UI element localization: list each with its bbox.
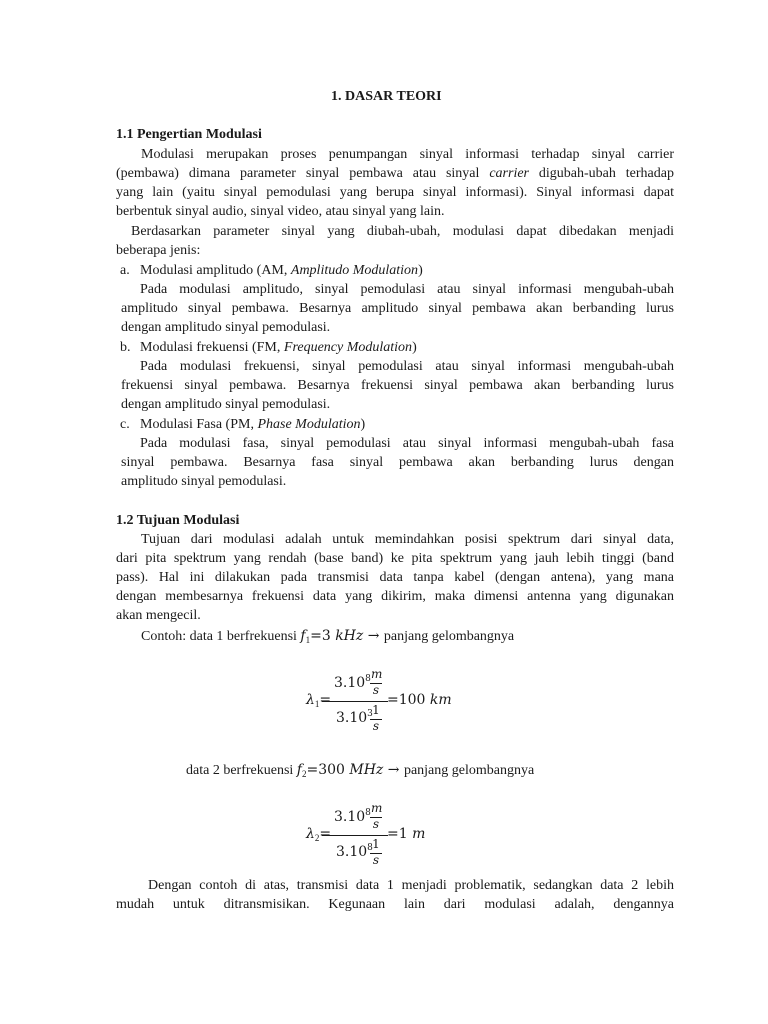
fraction-bar — [322, 835, 388, 836]
subsection-title-1-2: 1.2 Tujuan Modulasi — [116, 513, 240, 528]
paragraph-line: Pada modulasi fasa, sinyal pemodulasi atau sinyal informasi mengubah-ubah fasa — [140, 436, 674, 451]
example-2-line: data 2 berfrekuensi $f_2=300$ MHz → panjang gelombangnya — [186, 762, 535, 779]
section-heading: 1. DASAR TEORI — [331, 89, 442, 104]
paragraph-line: Pada modulasi frekuensi, sinyal pemodulasi atau sinyal informasi mengubah-ubah — [140, 359, 674, 374]
carrier-term: carrier — [489, 166, 529, 181]
paragraph-line: amplitudo sinyal pemodulasi. — [121, 474, 287, 489]
paragraph-line: Pada modulasi amplitudo, sinyal pemodulasi atau sinyal informasi mengubah-ubah — [140, 282, 674, 297]
paragraph-line: Berdasarkan parameter sinyal yang diubah-ubah, modulasi dapat dibedakan menjadi — [131, 224, 674, 239]
paragraph-line: dengan amplitudo sinyal pemodulasi. — [121, 397, 331, 412]
paragraph-line: Modulasi merupakan proses penumpangan sinyal informasi terhadap sinyal carrier — [141, 147, 674, 162]
paragraph-line: amplitudo sinyal pembawa. Besarnya amplitudo sinyal pembawa akan berbanding lurus — [121, 301, 674, 316]
list-item-title-pm: Modulasi Fasa (PM, Phase Modulation) — [140, 417, 366, 432]
paragraph-line: dengan amplitudo sinyal pemodulasi. — [121, 320, 331, 335]
document-page: 1. DASAR TEORI 1.1 Pengertian Modulasi Modulasi merupakan proses penumpangan sinyal informasi terhadap sinyal carrier (pembawa) dimana parameter sinyal pembawa atau sinyal carrier digubah-ubah terhadap yang lain (yaitu sinyal pemodulasi yang berupa sinyal informasi). Sinyal informasi dapat berbentuk sinyal audio, sinyal video, atau sinyal yang lain. Berdasarkan parameter sinyal yang diubah-ubah, modulasi dapat dibedakan menjadi beberapa jenis: a. Modulasi amplitudo (AM, Amplitudo Modulation) Pada modulasi amplitudo, sinyal pemodulasi atau sinyal informasi mengubah-ubah amplitudo sinyal pembawa. Besarnya amplitudo sinyal pembawa akan berbanding lurus dengan amplitudo sinyal pemodulasi. b. Modulasi frekuensi (FM, Frequency Modulation) Pada modulasi frekuensi, sinyal pemodulasi atau sinyal informasi mengubah-ubah frekuensi sinyal pembawa. Besarnya frekuensi sinyal pembawa akan berbanding lurus dengan amplitudo sinyal pemodulasi. c. Modulasi Fasa (PM, Phase Modulation) Pada modulasi fasa, sinyal pemodulasi atau sinyal informasi mengubah-ubah fasa sinyal pembawa. Besarnya fasa sinyal pembawa akan berbanding lurus dengan amplitudo sinyal pemodulasi. 1.2 Tujuan Modulasi Tujuan dari modulasi adalah untuk memindahkan posisi spektrum dari sinyal data, dari pita spektrum yang rendah (base band) ke pita spektrum yang jauh lebih tinggi (band pass). Hal ini dilakukan pada transmisi data tanpa kabel (dengan antena), yang mana dengan membesarnya frekuensi data yang dikirim, maka dimensi antenna yang digunakan akan mengecil. Contoh: data 1 berfrekuensi $f_1=3$ kHz → panjang gelombangnya $\lambda_1=$ $3.10^8$ m s 3.10$^3$ 1 s =100 km data 2 berfrekuensi $f_2=300$ MHz → panjang gelombangnya $\lambda_2=$ $3.10^8$ m s 3.10$^8$ 1 s =1 m Dengan contoh di atas, transmisi data 1 menjadi problematik, sedangkan data 2 lebih mudah untuk ditransmisikan. Kegunaan lain dari modulasi adalah, dengannya — [116, 89, 674, 912]
paragraph-line: dari pita spektrum yang rendah (base band) ke pita spektrum yang jauh lebih tinggi (band — [116, 551, 674, 566]
paragraph-line: berbentuk sinyal audio, sinyal video, atau sinyal yang lain. — [116, 204, 445, 219]
list-marker-b: b. — [120, 340, 131, 355]
paragraph-line: mudah untuk ditransmisikan. Kegunaan lain dari modulasi adalah, dengannya — [116, 897, 674, 912]
fraction-bar — [322, 701, 388, 702]
paragraph-line: yang lain (yaitu sinyal pemodulasi yang berupa sinyal informasi). Sinyal informasi dapat — [116, 185, 674, 200]
paragraph-line: akan mengecil. — [116, 608, 201, 623]
subsection-title-1-1: 1.1 Pengertian Modulasi — [116, 127, 262, 142]
paragraph-line: pass). Hal ini dilakukan pada transmisi data tanpa kabel (dengan antena), yang mana — [116, 570, 674, 585]
paragraph-line: Tujuan dari modulasi adalah untuk memindahkan posisi spektrum dari sinyal data, — [141, 532, 674, 547]
paragraph-line: beberapa jenis: — [116, 243, 201, 258]
paragraph-line: frekuensi sinyal pembawa. Besarnya frekuensi sinyal pembawa akan berbanding lurus — [121, 378, 674, 393]
list-item-title-fm: Modulasi frekuensi (FM, Frequency Modulation) — [140, 340, 417, 355]
paragraph-line: dengan membesarnya frekuensi data yang dikirim, maka dimensi antenna yang digunakan — [116, 589, 674, 604]
paragraph-line: sinyal pembawa. Besarnya fasa sinyal pembawa akan berbanding lurus dengan — [121, 455, 674, 470]
list-marker-c: c. — [120, 417, 130, 432]
paragraph-line: Dengan contoh di atas, transmisi data 1 menjadi problematik, sedangkan data 2 lebih — [148, 878, 674, 893]
example-1-line: Contoh: data 1 berfrekuensi $f_1=3$ kHz → panjang gelombangnya — [141, 628, 515, 645]
list-item-title-am: Modulasi amplitudo (AM, Amplitudo Modulation) — [140, 263, 423, 278]
list-marker-a: a. — [120, 263, 130, 278]
paragraph-line: (pembawa) dimana parameter sinyal pembawa atau sinyal carrier digubah-ubah terhadap — [116, 166, 674, 181]
